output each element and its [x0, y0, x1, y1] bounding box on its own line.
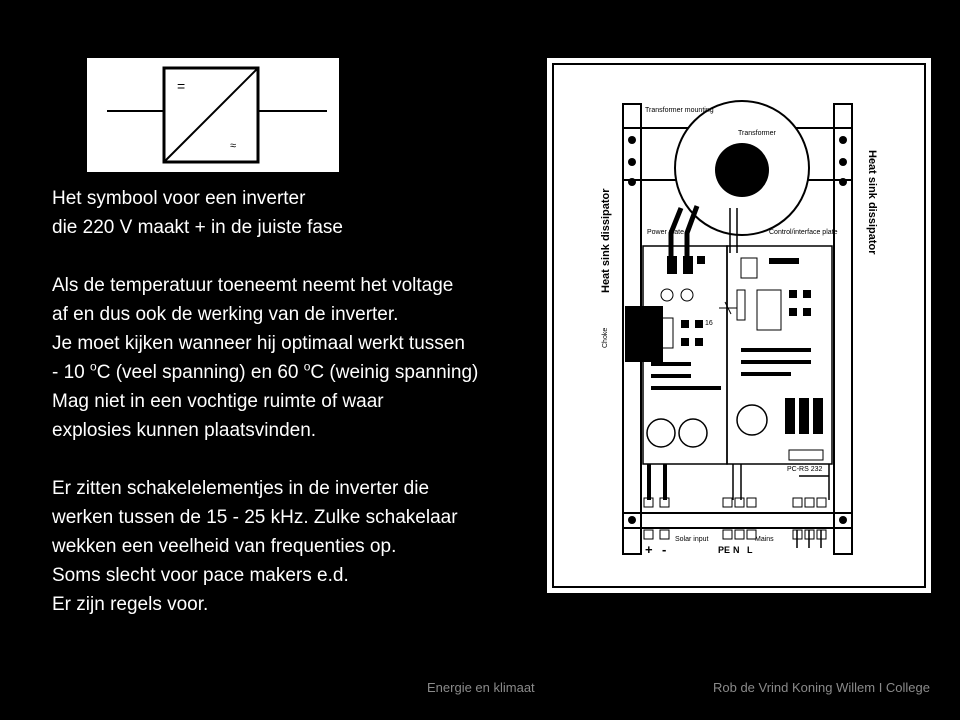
- text-line: Er zijn regels voor.: [52, 594, 209, 615]
- text-line: Soms slecht voor pace makers e.d.: [52, 565, 349, 586]
- text-line: Mag niet in een vochtige ruimte of waar: [52, 391, 384, 412]
- inverter-symbol: [87, 58, 339, 172]
- text-line: Het symbool voor een inverter: [52, 188, 306, 209]
- text-line: wekken een veelheid van frequenties op.: [52, 536, 397, 557]
- label-mains: Mains: [755, 536, 774, 543]
- text-line: Als de temperatuur toeneemt neemt het voltage: [52, 275, 454, 296]
- label-pe: PE: [718, 545, 731, 555]
- label-plus: +: [645, 542, 653, 557]
- ac-label: ≈: [230, 140, 237, 152]
- footer-course: Energie en klimaat: [427, 680, 535, 695]
- paragraph-switching: [52, 474, 552, 619]
- paragraph-symbol: [52, 184, 552, 242]
- text-line: af en dus ook de werking van de inverter.: [52, 304, 399, 325]
- label-power-plate: Power plate: [647, 229, 684, 236]
- inverter-diagram-drawing: [547, 58, 931, 593]
- text-line: Je moet kijken wanneer hij optimaal werkt tussen: [52, 333, 465, 354]
- dc-label: =: [177, 78, 186, 94]
- footer-author: Rob de Vrind Koning Willem I College: [712, 680, 930, 695]
- text-fragment: - 10: [52, 362, 91, 383]
- label-minus: -: [662, 542, 667, 557]
- inverter-symbol-drawing: [87, 58, 339, 172]
- text-fragment: C (weinig spanning): [310, 362, 479, 383]
- label-pc-rs232: PC-RS 232: [787, 466, 823, 473]
- label-transformer-mounting: Transformer mounting: [645, 107, 714, 114]
- text-line: werken tussen de 15 - 25 kHz. Zulke schakelaar: [52, 507, 458, 528]
- degree-sup: o: [90, 359, 97, 374]
- text-line: Er zitten schakelelementjes in de inverter die: [52, 478, 430, 499]
- degree-sup: o: [303, 359, 311, 374]
- inverter-diagram: [547, 58, 931, 593]
- temperature-range-line: [52, 358, 552, 387]
- paragraph-temperature: [52, 271, 552, 445]
- label-heat-sink-right: Heat sink dissipator: [866, 150, 878, 255]
- label-choke: Choke: [602, 327, 609, 348]
- label-control-plate: Control/interface plate: [769, 229, 838, 236]
- slide-text: [52, 184, 552, 619]
- label-n: N: [733, 545, 740, 555]
- text-line: die 220 V maakt + in de juiste fase: [52, 217, 343, 238]
- label-solar-input: Solar input: [675, 536, 709, 543]
- text-line: explosies kunnen plaatsvinden.: [52, 420, 317, 441]
- text-fragment: C (veel spanning) en 60: [96, 362, 304, 383]
- label-l: L: [747, 545, 753, 555]
- label-wire-count: 16: [705, 320, 713, 327]
- label-transformer: Transformer: [738, 130, 776, 137]
- label-heat-sink-left: Heat sink dissipator: [600, 188, 612, 293]
